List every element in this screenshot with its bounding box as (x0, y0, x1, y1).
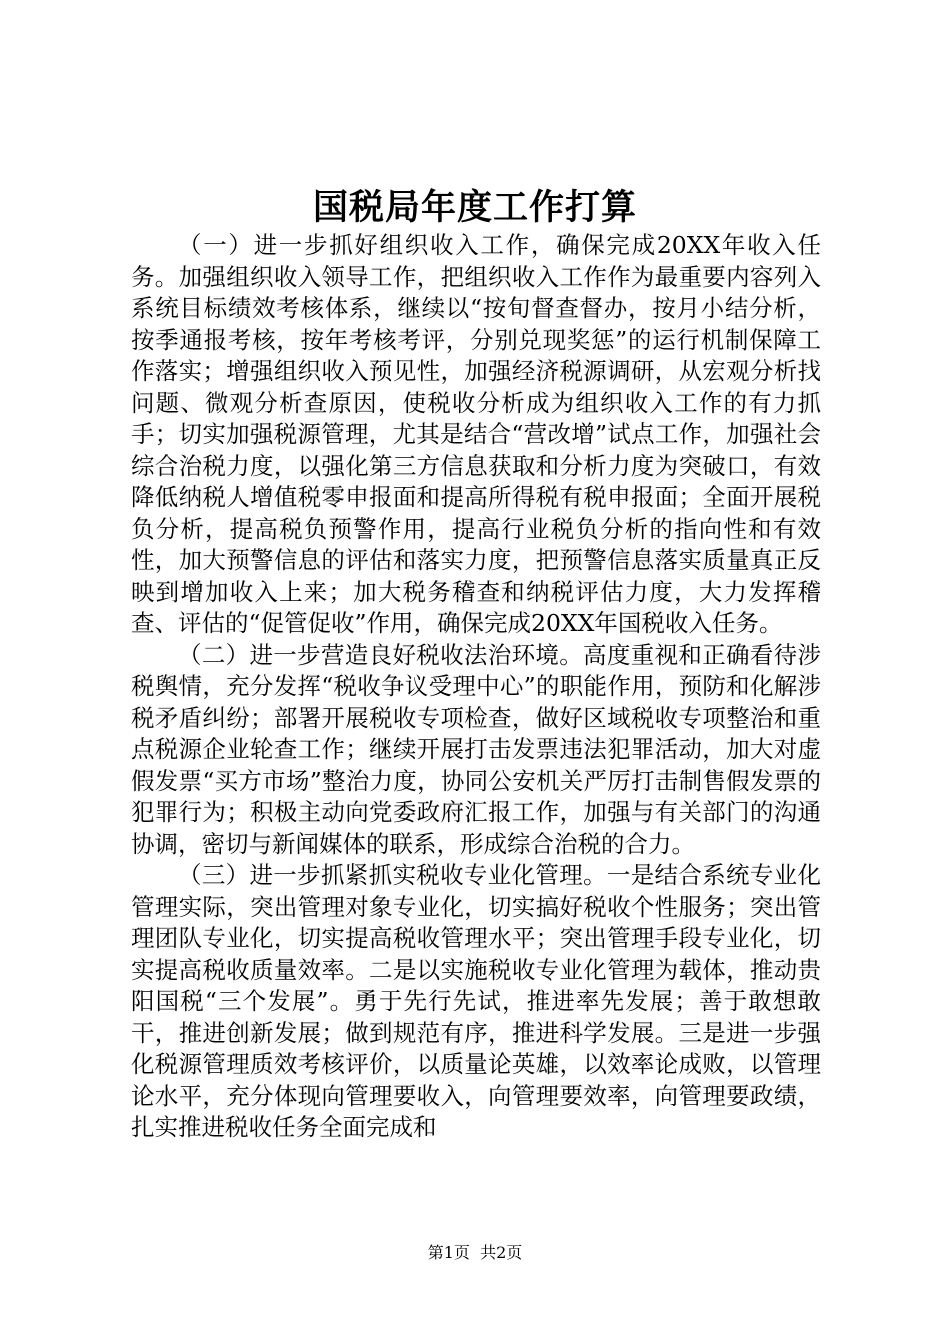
paragraph-2: （二）进一步营造良好税收法治环境。高度重视和正确看待涉税舆情，充分发挥“税收争议受理中心”的职能作用，预防和化解涉税矛盾纠纷；部署开展税收专项检查，做好区域税收专项整治和重点税源企业轮查工作；继续开展打击发票违法犯罪活动，加大对虚假发票“买方市场”整治力度，协同公安机关严厉打击制售假发票的犯罪行为；积极主动向党委政府汇报工作，加强与有关部门的沟通协调，密切与新闻媒体的联系，形成综合治税的合力。 (131, 640, 821, 858)
page-number-label: 第1页 共2页 (427, 1243, 523, 1262)
document-title: 国税局年度工作打算 (312, 187, 637, 228)
document-body (131, 230, 821, 1144)
page-footer (0, 1243, 950, 1263)
paragraph-1: （一）进一步抓好组织收入工作，确保完成20XX年收入任务。加强组织收入领导工作，把组织收入工作作为最重要内容列入系统目标绩效考核体系，继续以“按旬督查督办，按月小结分析，按季通报考核，按年考核考评，分别兑现奖惩”的运行机制保障工作落实；增强组织收入预见性，加强经济税源调研，从宏观分析找问题、微观分析查原因，使税收分析成为组织收入工作的有力抓手；切实加强税源管理，尤其是结合“营改增”试点工作，加强社会综合治税力度，以强化第三方信息获取和分析力度为突破口，有效降低纳税人增值税零申报面和提高所得税有税申报面；全面开展税负分析，提高税负预警作用，提高行业税负分析的指向性和有效性，加大预警信息的评估和落实力度，把预警信息落实质量真正反映到增加收入上来；加大税务稽查和纳税评估力度，大力发挥稽查、评估的“促管促收”作用，确保完成20XX年国税收入任务。 (131, 231, 821, 637)
paragraph-3: （三）进一步抓紧抓实税收专业化管理。一是结合系统专业化管理实际，突出管理对象专业化，切实搞好税收个性服务；突出管理团队专业化，切实提高税收管理水平；突出管理手段专业化，切实提高税收质量效率。二是以实施税收专业化管理为载体，推动贵阳国税“三个发展”。勇于先行先试，推进率先发展；善于敢想敢干，推进创新发展；做到规范有序，推进科学发展。三是进一步强化税源管理质效考核评价，以质量论英雄，以效率论成败，以管理论水平，充分体现向管理要收入，向管理要效率，向管理要政绩，扎实推进税收任务全面完成和 (131, 861, 821, 1141)
